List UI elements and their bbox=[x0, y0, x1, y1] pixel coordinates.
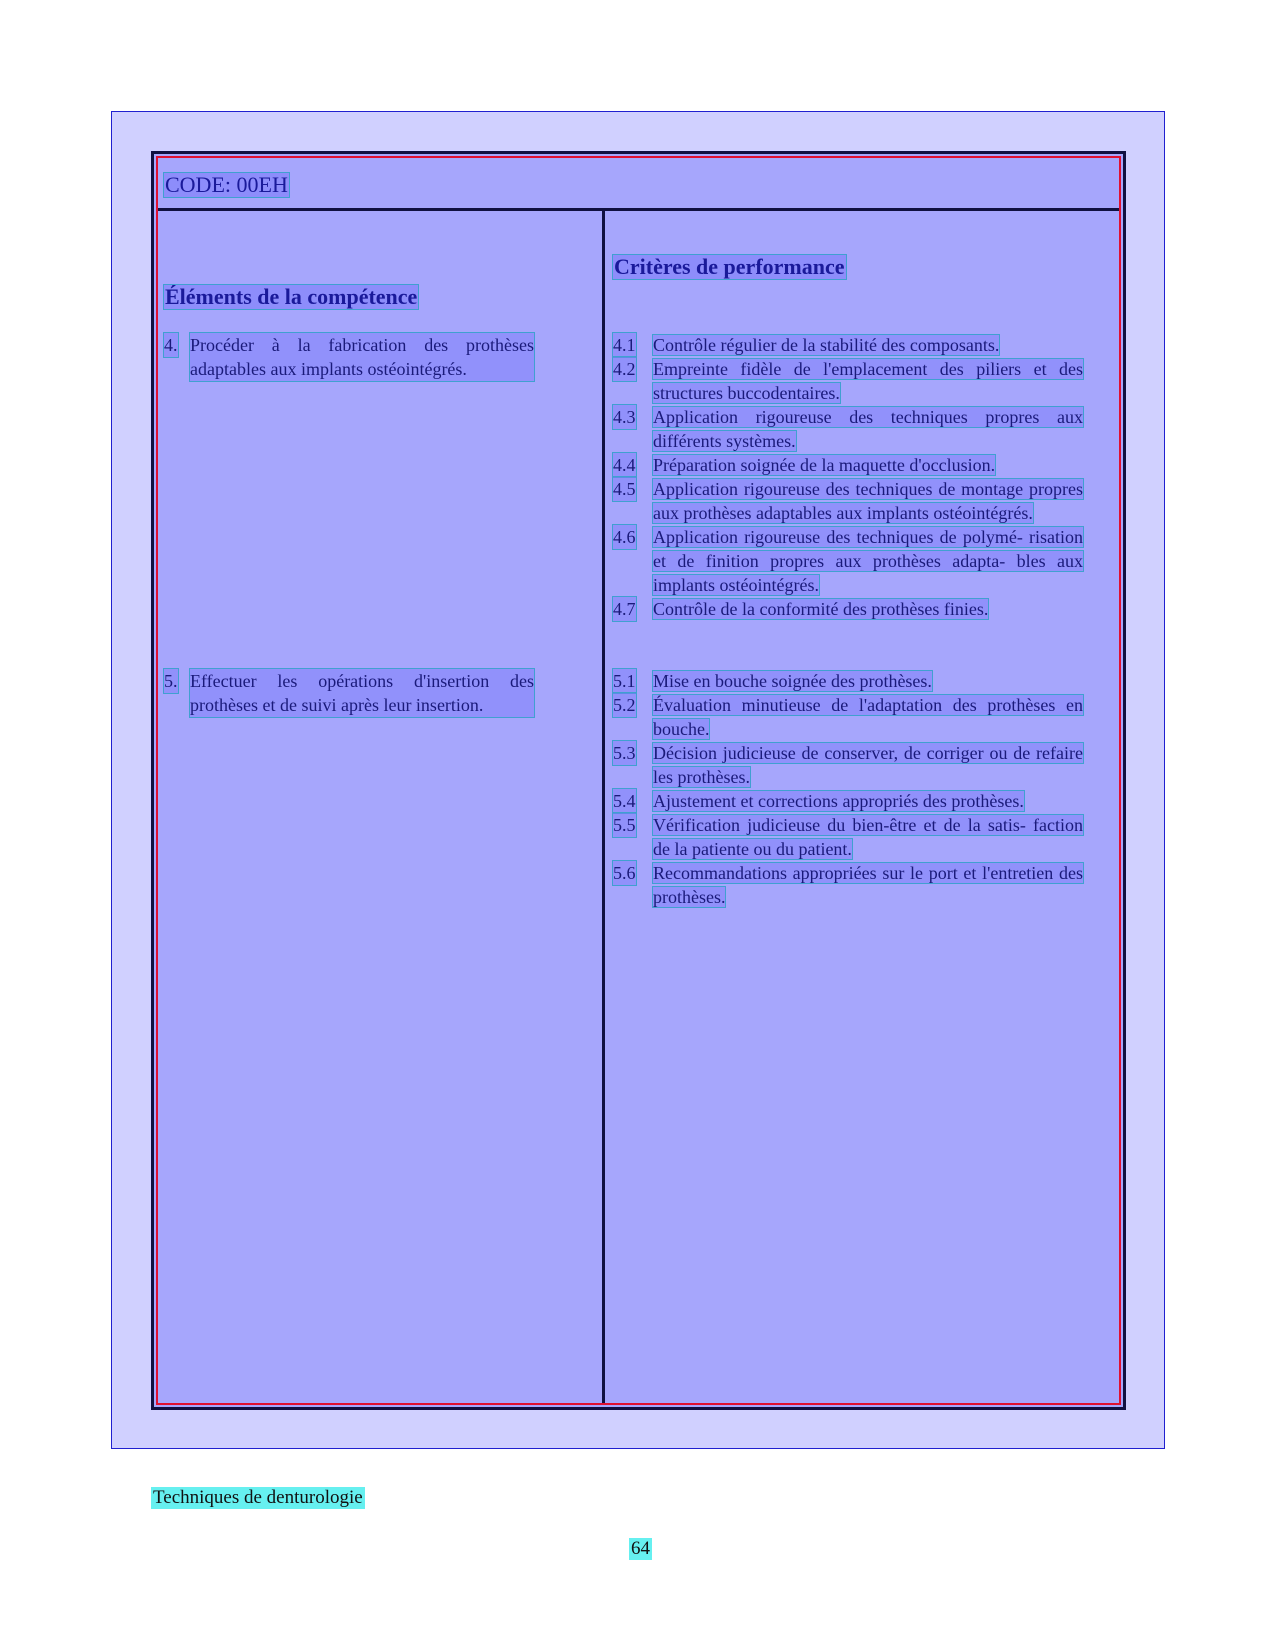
criterion-item bbox=[613, 693, 1083, 741]
footer-title: Techniques de denturologie bbox=[153, 1487, 363, 1508]
criterion-item bbox=[613, 861, 1083, 909]
element-text: Effectuer les opérations d'insertion des prothèses et de suivi après leur insertion. bbox=[190, 671, 534, 715]
criterion-number: 5.1 bbox=[613, 671, 636, 691]
criteria-heading: Critères de performance bbox=[614, 254, 845, 279]
criterion-item bbox=[613, 789, 1083, 813]
criterion-text: Application rigoureuse des techniques de polymé- risation et de finition propres aux prothèses adapta- bles aux implants ostéointégrés. bbox=[653, 527, 1083, 595]
criterion-text: Vérification judicieuse du bien-être et de la satis- faction de la patiente ou du patient. bbox=[653, 815, 1083, 859]
criterion-item bbox=[613, 813, 1083, 861]
criterion-text: Application rigoureuse des techniques propres aux différents systèmes. bbox=[653, 407, 1083, 451]
criterion-number: 5.3 bbox=[613, 743, 636, 763]
criterion-text: Recommandations appropriées sur le port et l'entretien des prothèses. bbox=[653, 863, 1083, 907]
criteria-list-5 bbox=[613, 669, 1083, 909]
criterion-item bbox=[613, 741, 1083, 789]
criterion-number: 4.7 bbox=[613, 599, 636, 619]
criterion-number: 5.4 bbox=[613, 791, 636, 811]
element-text: Procéder à la fabrication des prothèses adaptables aux implants ostéointégrés. bbox=[190, 335, 534, 379]
criterion-text: Préparation soignée de la maquette d'occlusion. bbox=[653, 455, 996, 475]
code-label: CODE: 00EH bbox=[165, 172, 288, 197]
element-number: 5. bbox=[164, 671, 178, 691]
criterion-item bbox=[613, 405, 1083, 453]
code-row bbox=[158, 158, 1119, 211]
competency-table bbox=[151, 151, 1126, 1410]
criterion-item bbox=[613, 453, 1083, 477]
criterion-number: 4.2 bbox=[613, 359, 636, 379]
criterion-text: Ajustement et corrections appropriés des prothèses. bbox=[653, 791, 1024, 811]
criterion-text: Contrôle régulier de la stabilité des composants. bbox=[653, 335, 1000, 355]
criterion-number: 5.2 bbox=[613, 695, 636, 715]
criterion-number: 4.3 bbox=[613, 407, 636, 427]
criterion-text: Contrôle de la conformité des prothèses finies. bbox=[653, 599, 989, 619]
criterion-item bbox=[613, 597, 1083, 621]
criterion-number: 4.5 bbox=[613, 479, 636, 499]
criterion-number: 4.4 bbox=[613, 455, 636, 475]
criterion-text: Décision judicieuse de conserver, de corriger ou de refaire les prothèses. bbox=[653, 743, 1083, 787]
element-number: 4. bbox=[164, 335, 178, 355]
criterion-item bbox=[613, 477, 1083, 525]
criterion-number: 4.6 bbox=[613, 527, 636, 547]
page-number: 64 bbox=[631, 1538, 650, 1559]
criterion-text: Empreinte fidèle de l'emplacement des piliers et des structures buccodentaires. bbox=[653, 359, 1083, 403]
criterion-text: Mise en bouche soignée des prothèses. bbox=[653, 671, 932, 691]
criterion-item bbox=[613, 525, 1083, 597]
elements-heading: Éléments de la compétence bbox=[165, 284, 418, 309]
criteria-list-4 bbox=[613, 333, 1083, 621]
table-inner-border bbox=[156, 156, 1121, 1405]
criterion-number: 5.5 bbox=[613, 815, 636, 835]
criterion-item bbox=[613, 669, 1083, 693]
criterion-text: Évaluation minutieuse de l'adaptation des prothèses en bouche. bbox=[653, 695, 1083, 739]
criterion-text: Application rigoureuse des techniques de montage propres aux prothèses adaptables aux implants ostéointégrés. bbox=[653, 479, 1083, 523]
criterion-number: 5.6 bbox=[613, 863, 636, 883]
criterion-item bbox=[613, 333, 1083, 357]
column-divider bbox=[602, 208, 605, 1403]
criterion-number: 4.1 bbox=[613, 335, 636, 355]
criterion-item bbox=[613, 357, 1083, 405]
